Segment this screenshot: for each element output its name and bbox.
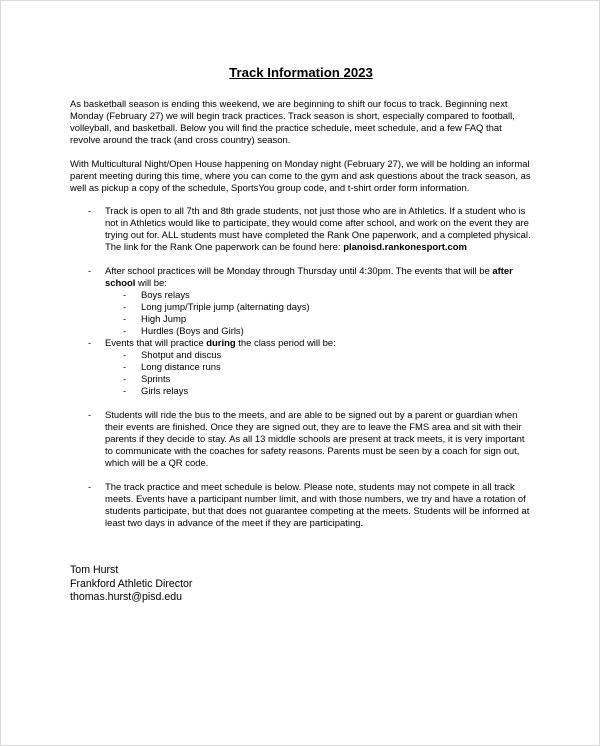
bullet-schedule-text: The track practice and meet schedule is below. Please note, students may not compete in all track meets. Events have a participant number limit, and with those numbers, we try and have a rotation of students participate, but that does not guarantee competing at the meets. Students will be informed at least two days in advance of the meet if they are participating. [105,482,530,529]
signature-name: Tom Hurst [70,564,119,576]
info-list [70,206,532,530]
sub-dash: - [123,386,127,397]
list-item [105,386,532,398]
signature-email[interactable]: thomas.hurst@pisd.edu [70,591,183,603]
bullet-after-school-text-a: After school practices will be Monday through Thursday until 4:30pm. The events that will be [105,266,490,277]
bullet-eligibility-text: Track is open to all 7th and 8th grade students, not just those who are in Athletics. If a student who is not in Athletics would like to participate, they would come after school, and work on the event they are trying out for. ALL students must have completed the Rank One paperwork, and a completed physical. The link for the Rank One paperwork can be found here: [105,206,531,253]
intro-paragraph-1: As basketball season is ending this weekend, we are beginning to shift our focus to track. Beginning next Monday (February 27) we will begin track practices. Track season is short, especially compared to football, volleyball, and basketball. Below you will find the practice schedule, meet schedule, and a few FAQ that revolve around the track (and cross country) season. [70,99,515,146]
bullet-after-school [70,266,532,338]
event-label: High Jump [141,314,187,325]
sub-dash: - [123,290,127,301]
sub-dash: - [123,302,127,313]
signature-block [70,564,532,605]
list-item [105,302,532,314]
event-label: Long distance runs [141,362,221,373]
event-label: Long jump/Triple jump (alternating days) [141,302,310,313]
bullet-after-school-text-b: will be: [138,278,167,289]
sub-dash: - [123,374,127,385]
intro-paragraph-2: With Multicultural Night/Open House happening on Monday night (February 27), we will be holding an informal parent meeting during this time, where you can come to the gym and ask questions about the track season, as well as pickup a copy of the schedule, SportsYou group code, and t-shirt order form information. [70,159,531,194]
list-item [105,350,532,362]
after-school-events [105,290,532,338]
rankone-link[interactable]: planoisd.rankonesport.com [343,242,467,253]
bullet-dash: - [88,410,92,421]
bullet-after-school-bold: after school [105,266,513,289]
event-label: Boys relays [141,290,190,301]
document-body [70,65,532,605]
list-item [105,290,532,302]
bullet-eligibility [70,206,532,254]
event-label: Hurdles (Boys and Girls) [141,326,244,337]
bullet-schedule [70,482,532,530]
bullet-class-period-text-b: the class period will be: [238,338,336,349]
bullet-class-period-bold: during [206,338,236,349]
bullet-class-period [70,338,532,398]
sub-dash: - [123,362,127,373]
class-period-events [105,350,532,398]
signature-role: Frankford Athletic Director [70,577,193,590]
sub-dash: - [123,326,127,337]
list-item [105,326,532,338]
list-item [105,362,532,374]
sub-dash: - [123,314,127,325]
list-item [105,314,532,326]
event-label: Girls relays [141,386,189,397]
event-label: Shotput and discus [141,350,222,361]
document-title: Track Information 2023 [229,65,373,80]
bullet-dash: - [88,482,92,493]
bullet-bus-meets-text: Students will ride the bus to the meets, and are able to be signed out by a parent or guardian when their events are finished. Once they are signed out, they are to leave the FMS area and sit with their parents if they decide to stay. As all 13 middle schools are present at track meets, it is very important to communicate with the coaches for safety reasons. Parents must be seen by a coach for sign out, which will be a QR code. [105,410,525,469]
sub-dash: - [123,350,127,361]
bullet-dash: - [88,266,92,277]
bullet-dash: - [88,338,92,349]
bullet-class-period-text-a: Events that will practice [105,338,204,349]
bullet-dash: - [88,206,92,217]
list-item [105,374,532,386]
event-label: Sprints [141,374,171,385]
bullet-bus-meets [70,410,532,470]
